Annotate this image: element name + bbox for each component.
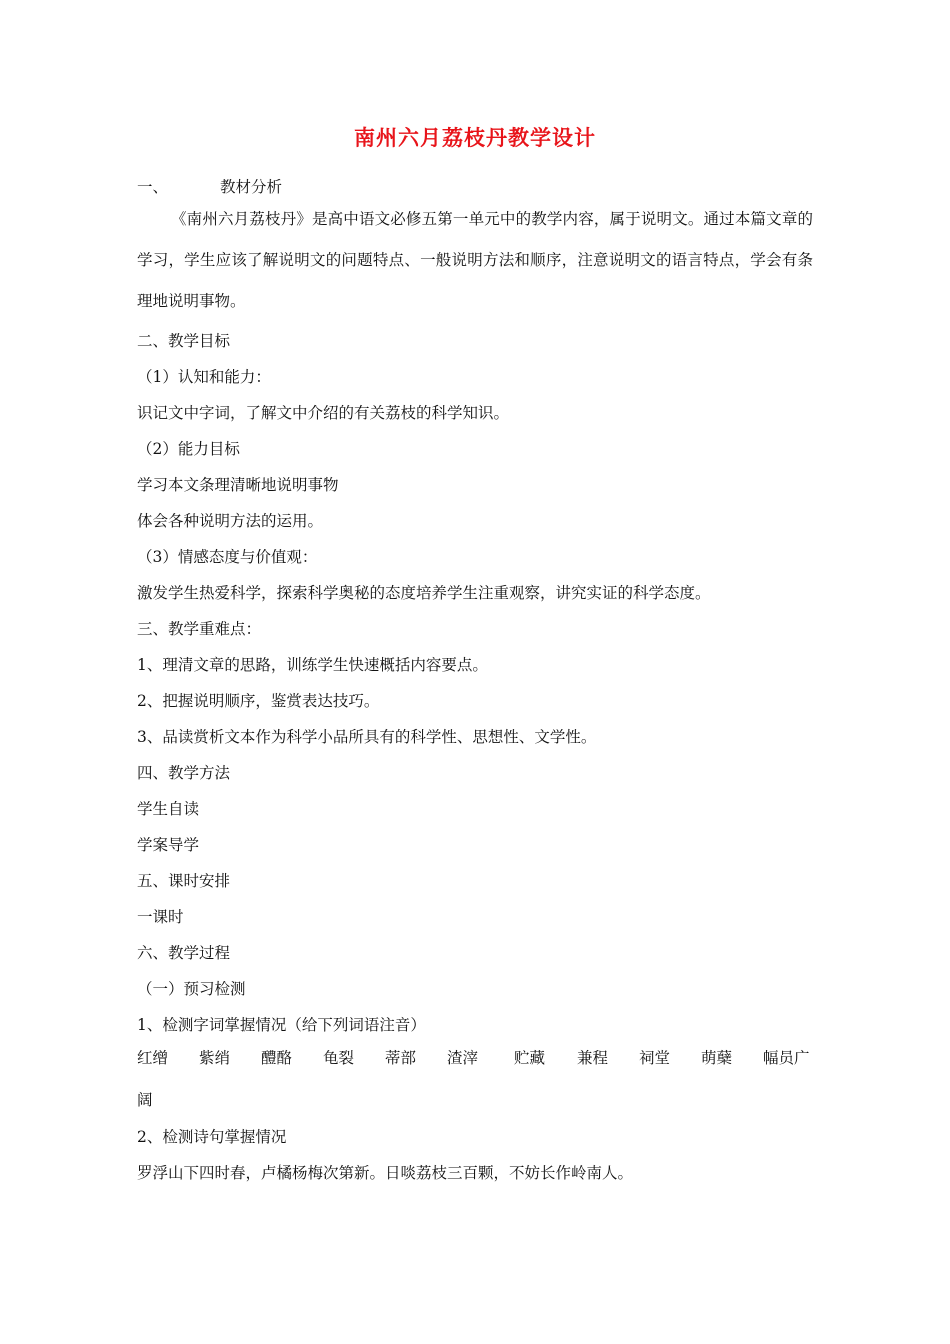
- section-heading-1: 一、 教材分析: [137, 178, 283, 196]
- subheading-cognition: （1）认知和能力：: [137, 368, 271, 386]
- list-item: 2、检测诗句掌握情况: [137, 1128, 287, 1146]
- vocab-word: 蒂部: [385, 1049, 417, 1067]
- list-item: 1、理清文章的思路，训练学生快速概括内容要点。: [137, 656, 488, 674]
- section-heading-3: 三、教学重难点：: [137, 620, 262, 638]
- text-line: 一课时: [137, 908, 184, 926]
- subheading-attitude: （3）情感态度与价值观：: [137, 548, 318, 566]
- document-title: 南州六月荔枝丹教学设计: [354, 126, 596, 150]
- text-line: 学案导学: [137, 836, 200, 854]
- vocab-word: 渣滓: [447, 1049, 479, 1067]
- text-line: 学习本文条理清晰地说明事物: [137, 476, 339, 494]
- vocab-word: 醴酪: [261, 1049, 293, 1067]
- text-line: 学生自读: [137, 800, 200, 818]
- section-heading-6: 六、教学过程: [137, 944, 231, 962]
- vocab-word: 龟裂: [323, 1049, 355, 1067]
- vocab-word: 祠堂: [639, 1049, 671, 1067]
- list-item: 3、品读赏析文本作为科学小品所具有的科学性、思想性、文学性。: [137, 728, 597, 746]
- text-line: 识记文中字词，了解文中介绍的有关荔枝的科学知识。: [137, 404, 510, 422]
- subheading-preview: （一）预习检测: [137, 980, 246, 998]
- vocab-word: 贮藏: [514, 1049, 546, 1067]
- vocab-word: 兼程: [577, 1049, 609, 1067]
- poem-line: 罗浮山下四时春，卢橘杨梅次第新。日啖荔枝三百颗，不妨长作岭南人。: [137, 1164, 634, 1182]
- section-heading-4: 四、教学方法: [137, 764, 231, 782]
- vocab-word: 幅员广: [763, 1049, 810, 1067]
- vocab-word: 萌蘖: [701, 1049, 733, 1067]
- text-line: 体会各种说明方法的运用。: [137, 512, 324, 530]
- vocab-word: 紫绡: [199, 1049, 231, 1067]
- section-heading-2: 二、教学目标: [137, 332, 231, 350]
- vocab-wrap: 阔: [137, 1091, 153, 1109]
- list-item: 2、把握说明顺序，鉴赏表达技巧。: [137, 692, 380, 710]
- section-heading-5: 五、课时安排: [137, 872, 231, 890]
- intro-paragraph: 《南州六月荔枝丹》是高中语文必修五第一单元中的教学内容，属于说明文。通过本篇文章的学习，学生应该了解说明文的问题特点、一般说明方法和顺序，注意说明文的语言特点，学会有条理地说明事物。: [137, 210, 813, 310]
- subheading-ability: （2）能力目标: [137, 440, 240, 458]
- list-item: 1、检测字词掌握情况（给下列词语注音）: [137, 1016, 426, 1034]
- vocab-word: 红缯: [137, 1049, 169, 1067]
- text-line: 激发学生热爱科学，探索科学奥秘的态度培养学生注重观察，讲究实证的科学态度。: [137, 584, 711, 602]
